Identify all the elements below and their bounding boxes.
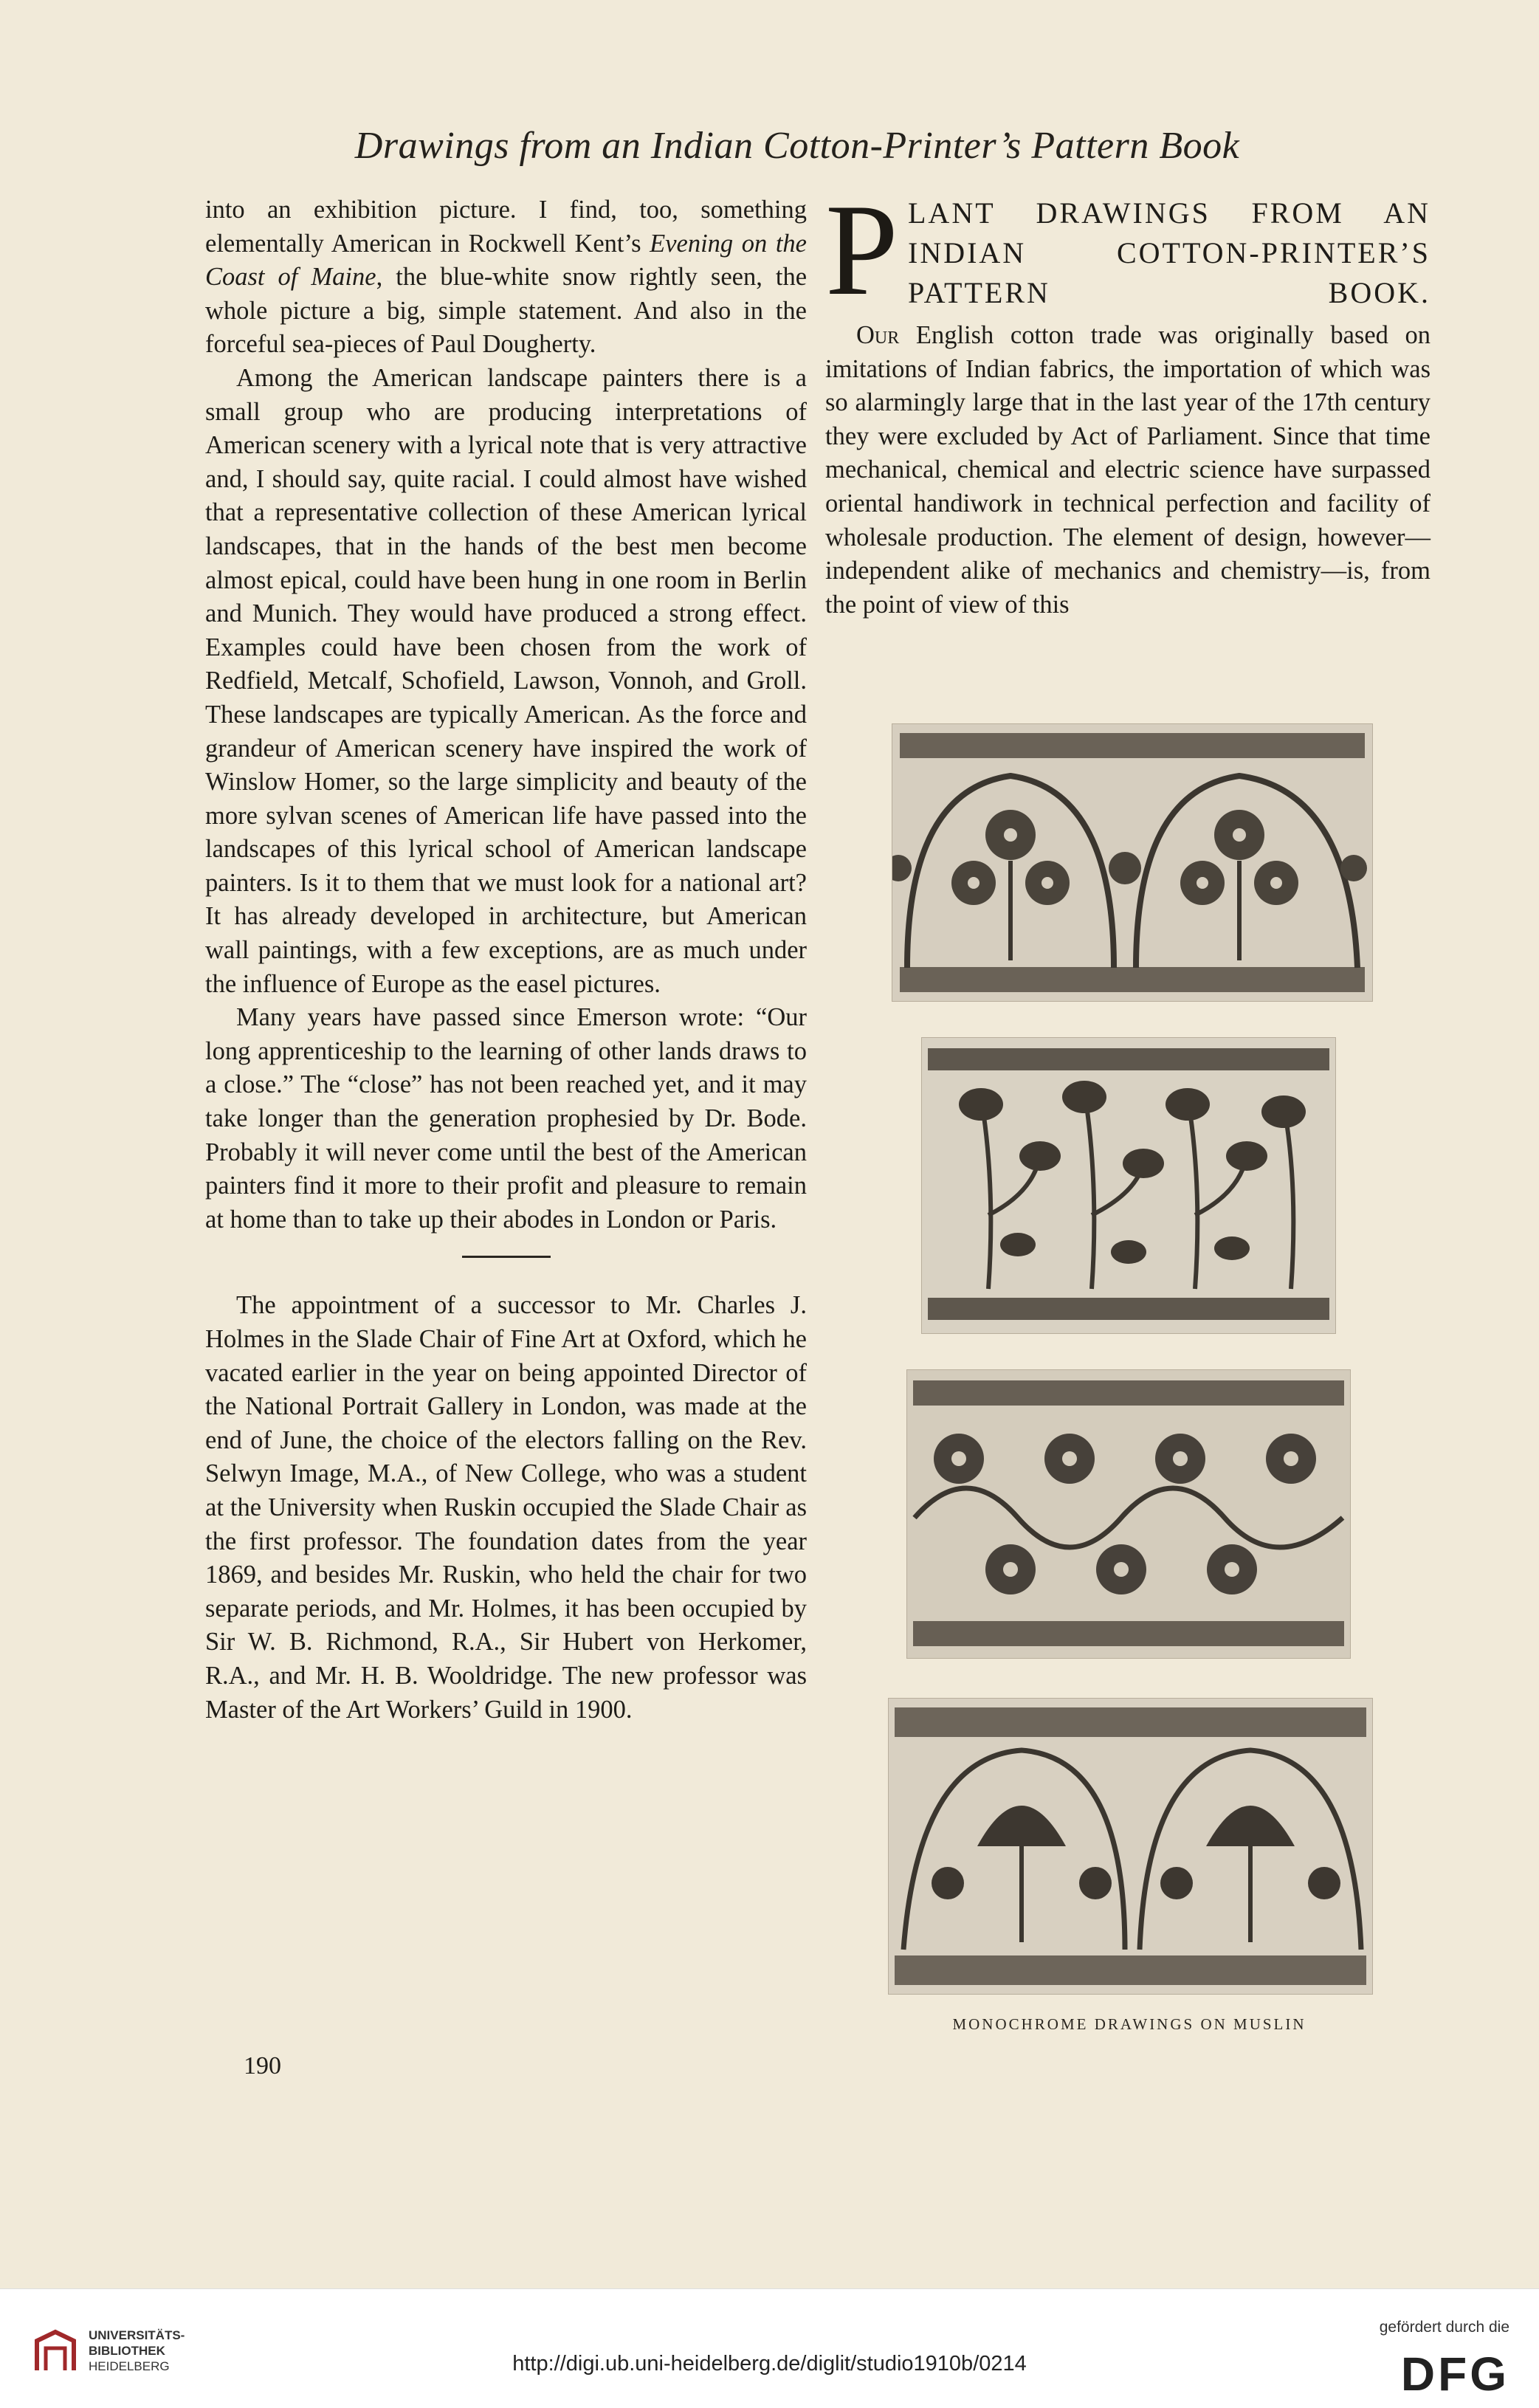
article-heading: LANT DRAWINGS FROM AN INDIAN COTTON-PRINTER’S PATTERN BOOK. bbox=[908, 196, 1430, 309]
paragraph-4: The appointment of a successor to Mr. Charles J. Holmes in the Slade Chair of Fine Art at Oxford, which he vacated earlier in the year on being appointed Director of the National Portrait Gallery in London, was made at the end of June, the choice of the electors falling on the Rev. Selwyn Image, M.A., of New College, who was a student at the University when Ruskin occupied the Slade Chair as the first professor. The foundation dates from the year 1869, and besides Mr. Ruskin, who held the chair for two separate periods, and Mr. Holmes, it has been occupied by Sir W. B. Richmond, R.A., Sir Hubert von Herkomer, R.A., and Mr. H. B. Wooldridge. The new professor was Master of the Art Workers’ Guild in 1900. bbox=[205, 1291, 807, 1724]
page-number: 190 bbox=[244, 2052, 281, 2080]
library-name-line-3: HEIDELBERG bbox=[89, 2359, 170, 2373]
paragraph-3: Many years have passed since Emerson wrote: “Our long apprenticeship to the learning of other lands draws to a close.” The “close” has not been reached yet, and it may take longer than the generation prophesied by Dr. Bode. Probably it will never come until the best of the American painters find it more to their profit and pleasure to remain at home than to take up their abodes in London or Paris. bbox=[205, 1003, 807, 1234]
lead-word: Our bbox=[856, 321, 900, 349]
digital-library-footer bbox=[0, 2288, 1539, 2408]
drop-cap: P bbox=[825, 176, 898, 323]
library-name-line-1: UNIVERSITÄTS- bbox=[89, 2328, 185, 2342]
right-text-column bbox=[825, 176, 1430, 622]
muslin-pattern-plate-4 bbox=[888, 1698, 1373, 1995]
paragraph-1 bbox=[205, 193, 807, 362]
article-intro bbox=[825, 319, 1430, 622]
muslin-pattern-plate-2 bbox=[921, 1037, 1336, 1334]
plate-caption: MONOCHROME DRAWINGS ON MUSLIN bbox=[952, 2015, 1306, 2033]
funding-note: gefördert durch die bbox=[1379, 2319, 1509, 2336]
section-divider bbox=[462, 1256, 551, 1258]
left-text-column bbox=[205, 193, 807, 1727]
article-heading-block bbox=[825, 176, 1430, 323]
muslin-pattern-plate-3 bbox=[906, 1369, 1351, 1659]
dfg-logo: DFG bbox=[1400, 2347, 1509, 2401]
painting-title: Evening on the Coast of Maine bbox=[205, 229, 807, 292]
muslin-pattern-plate-1 bbox=[892, 723, 1373, 1002]
article-intro-text: English cotton trade was originally based on imitations of Indian fabrics, the importation of which was so alarmingly large that in the last year of the 17th century they were excluded by Act of Parliament. Since that time mechanical, chemical and electric science have surpassed oriental handiwork in technical perfection and facility of wholesale production. The element of design, however—independent alike of mechanics and chemistry—is, from the point of view of this bbox=[825, 321, 1430, 619]
arched-flower-pattern bbox=[892, 724, 1372, 1001]
source-url-link[interactable]: http://digi.ub.uni-heidelberg.de/diglit/studio1910b/0214 bbox=[512, 2352, 1027, 2376]
paragraph-2: Among the American landscape painters there is a small group who are producing interpretations of American scenery with a lyrical note that is very attractive and, I should say, quite racial. I could almost have wished that a representative collection of these American lyrical landscapes, that in the hands of the best men become almost epical, could have been hung in one room in Berlin and Munich. They would have produced a strong effect. Examples could have been chosen from the work of Redfield, Metcalf, Schofield, Lawson, Vonnoh, and Groll. These landscapes are typically American. As the force and grandeur of American scenery have inspired the work of Winslow Homer, so the large simplicity and beauty of the more sylvan scenes of American life have passed into the landscapes of this lyrical school of American landscape painters. Is it to them that we must look for a national art? It has already developed in architecture, but American wall paintings, with a few exceptions, are as much under the influence of Europe as the easel pictures. bbox=[205, 363, 807, 998]
fan-flower-pattern bbox=[889, 1699, 1372, 1994]
paragraph-1-text: into an exhibition picture. I find, too, something elementally American in Rockwell Kent’s bbox=[205, 196, 807, 258]
running-head: Drawings from an Indian Cotton-Printer’s Pattern Book bbox=[354, 125, 1240, 167]
library-name-line-2: BIBLIOTHEK bbox=[89, 2344, 165, 2358]
rosette-vine-pattern bbox=[907, 1370, 1350, 1658]
carnation-spray-pattern bbox=[922, 1038, 1335, 1333]
paragraph-1-rest: , the blue-white snow rightly seen, the whole picture a big, simple statement. And also in the forceful sea-pieces of Paul Dougherty. bbox=[205, 263, 808, 359]
